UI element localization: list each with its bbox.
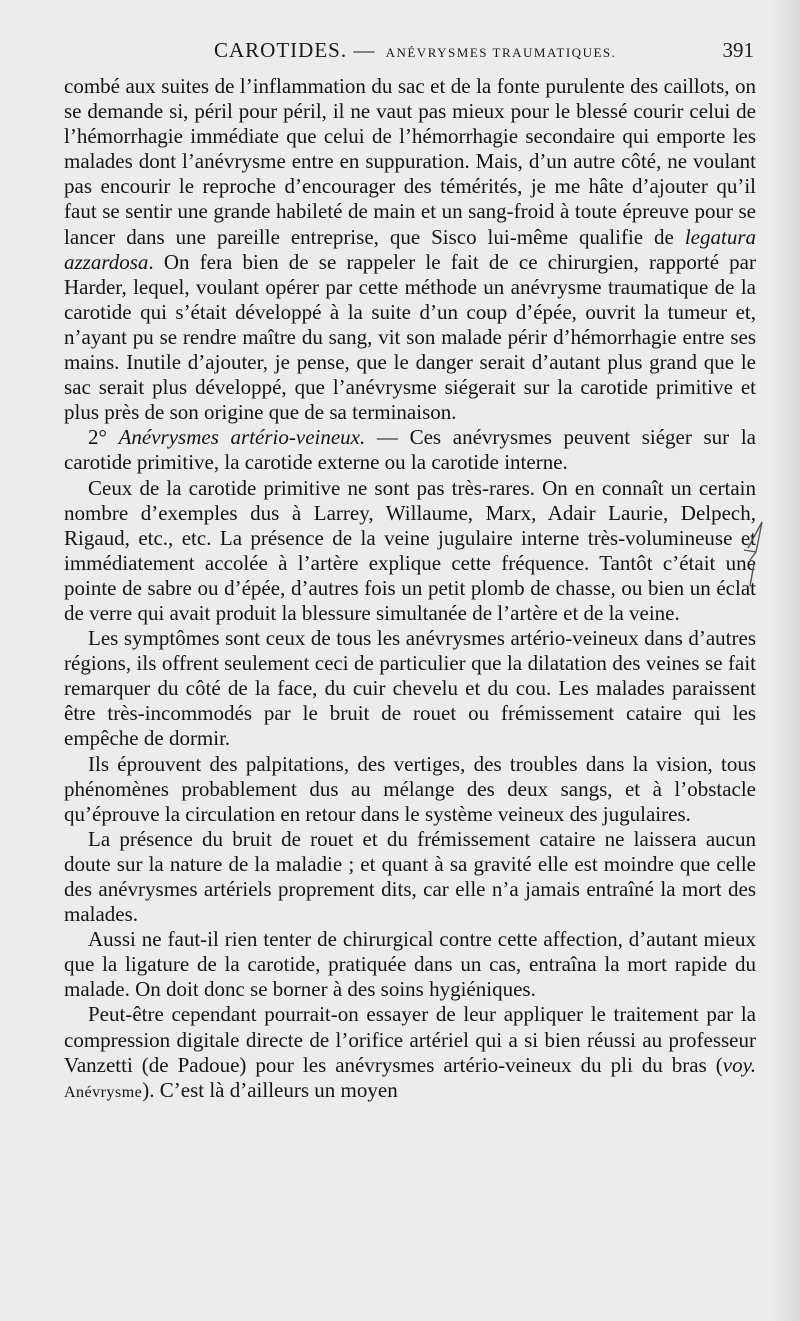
page-number: 391 — [722, 38, 754, 62]
paragraph — [64, 476, 756, 627]
italic-text: legatura azzardosa — [64, 224, 756, 274]
paragraph — [64, 1002, 756, 1104]
text-segment: Peut-être cependant pourrait-on essayer de leur appliquer le traitement par la compression digitale directe de l’orifice artériel qui a si bien réussi au professeur Vanzetti (de Padoue) pour les anévrysmes artério-veineux du pli du bras ( — [64, 1002, 756, 1077]
paragraph — [64, 752, 756, 827]
text-segment: Aussi ne faut-il rien tenter de chirurgical contre cette affection, d’autant mieux que la ligature de la carotide, pratiquée dans un cas, entraîna la mort rapide du malade. On doit donc se borner à des soins hygiéniques. — [64, 927, 756, 1002]
paragraph — [64, 425, 756, 475]
body-text — [64, 74, 756, 1105]
italic-text: Anévrysmes artério-veineux. — [118, 425, 366, 450]
paragraph — [64, 626, 756, 751]
italic-text: voy. — [722, 1052, 756, 1077]
handwritten-margin-mark — [742, 520, 772, 590]
running-title-dash: — — [353, 38, 376, 62]
paragraph — [64, 827, 756, 927]
text-segment: Ils éprouvent des palpitations, des vertiges, des troubles dans la vision, tous phénomènes probablement dus au mélange des deux sangs, et à l’obstacle qu’éprouve la circulation en retour dans le système veineux des jugulaires. — [64, 751, 756, 826]
paragraph — [64, 927, 756, 1002]
text-segment: combé aux suites de l’inflammation du sac et de la fonte purulente des caillots, on se demande si, péril pour péril, il ne vaut pas mieux pour le blessé courir celui de l’hémorrhagie immédiate que celui de l’hémorrhagie secondaire qui emporte les malades dont l’anévrysme entre en suppuration. Mais, d’un autre côté, ne voulant pas encourir le reproche d’encourager des témérités, je me hâte d’ajouter qu’il faut se sentir une grande habileté de main et un sang-froid à toute épreuve pour se lancer dans une pareille entreprise, que Sisco lui-même qualifie de — [64, 74, 756, 249]
running-title — [214, 38, 616, 63]
text-segment: 2° — [88, 425, 119, 450]
paragraph — [64, 74, 756, 425]
running-head — [64, 38, 754, 68]
text-segment: Les symptômes sont ceux de tous les anévrysmes artério-veineux dans d’autres régions, ils offrent seulement ceci de particulier que la dilatation des veines se fait remarquer du côté de la face, du cuir chevelu et du cou. Les malades paraissent être très-incommodés par le bruit de rouet ou frémissement cataire qui les empêche de dormir. — [64, 626, 756, 751]
small-caps-text: Anévrysme — [64, 1083, 143, 1101]
text-segment: ). C’est là d’ailleurs un moyen — [142, 1077, 398, 1102]
running-title-main: CAROTIDES. — [214, 38, 348, 62]
text-segment: — Ces anévrysmes peuvent siéger sur la carotide primitive, la carotide externe ou la carotide interne. — [64, 425, 757, 475]
running-title-subtitle: ANÉVRYSMES TRAUMATIQUES. — [385, 45, 617, 60]
text-segment: Ceux de la carotide primitive ne sont pas très-rares. On en connaît un certain nombre d’exemples dus à Larrey, Willaume, Marx, Adair Laurie, Delpech, Rigaud, etc., etc. La présence de la veine jugulaire interne très-volumineuse et immédiatement accolée à l’artère explique cette fréquence. Tantôt c’était une pointe de sabre ou d’épée, d’autres fois un petit plomb de chasse, ou bien un éclat de verre qui avait produit la blessure simultanée de l’artère et de la veine. — [64, 475, 756, 625]
text-segment: La présence du bruit de rouet et du frémissement cataire ne laissera aucun doute sur la nature de la maladie ; et quant à sa gravité elle est moindre que celle des anévrysmes artériels proprement dits, car elle n’a jamais entraîné la mort des malades. — [64, 826, 756, 927]
text-segment: . On fera bien de se rappeler le fait de ce chirurgien, rapporté par Harder, lequel, voulant opérer par cette méthode un anévrysme traumatique de la carotide qui s’était développé à la suite d’un coup d’épée, ouvrit la tumeur et, n’ayant pu se rendre maître du sang, vit son malade périr d’hémorrhagie entre ses mains. Inutile d’ajouter, je pense, que le danger serait d’autant plus grand que le sac serait plus développé, que l’anévrysme siégerait sur la carotide primitive et plus près de son origine que de sa terminaison. — [64, 249, 756, 425]
